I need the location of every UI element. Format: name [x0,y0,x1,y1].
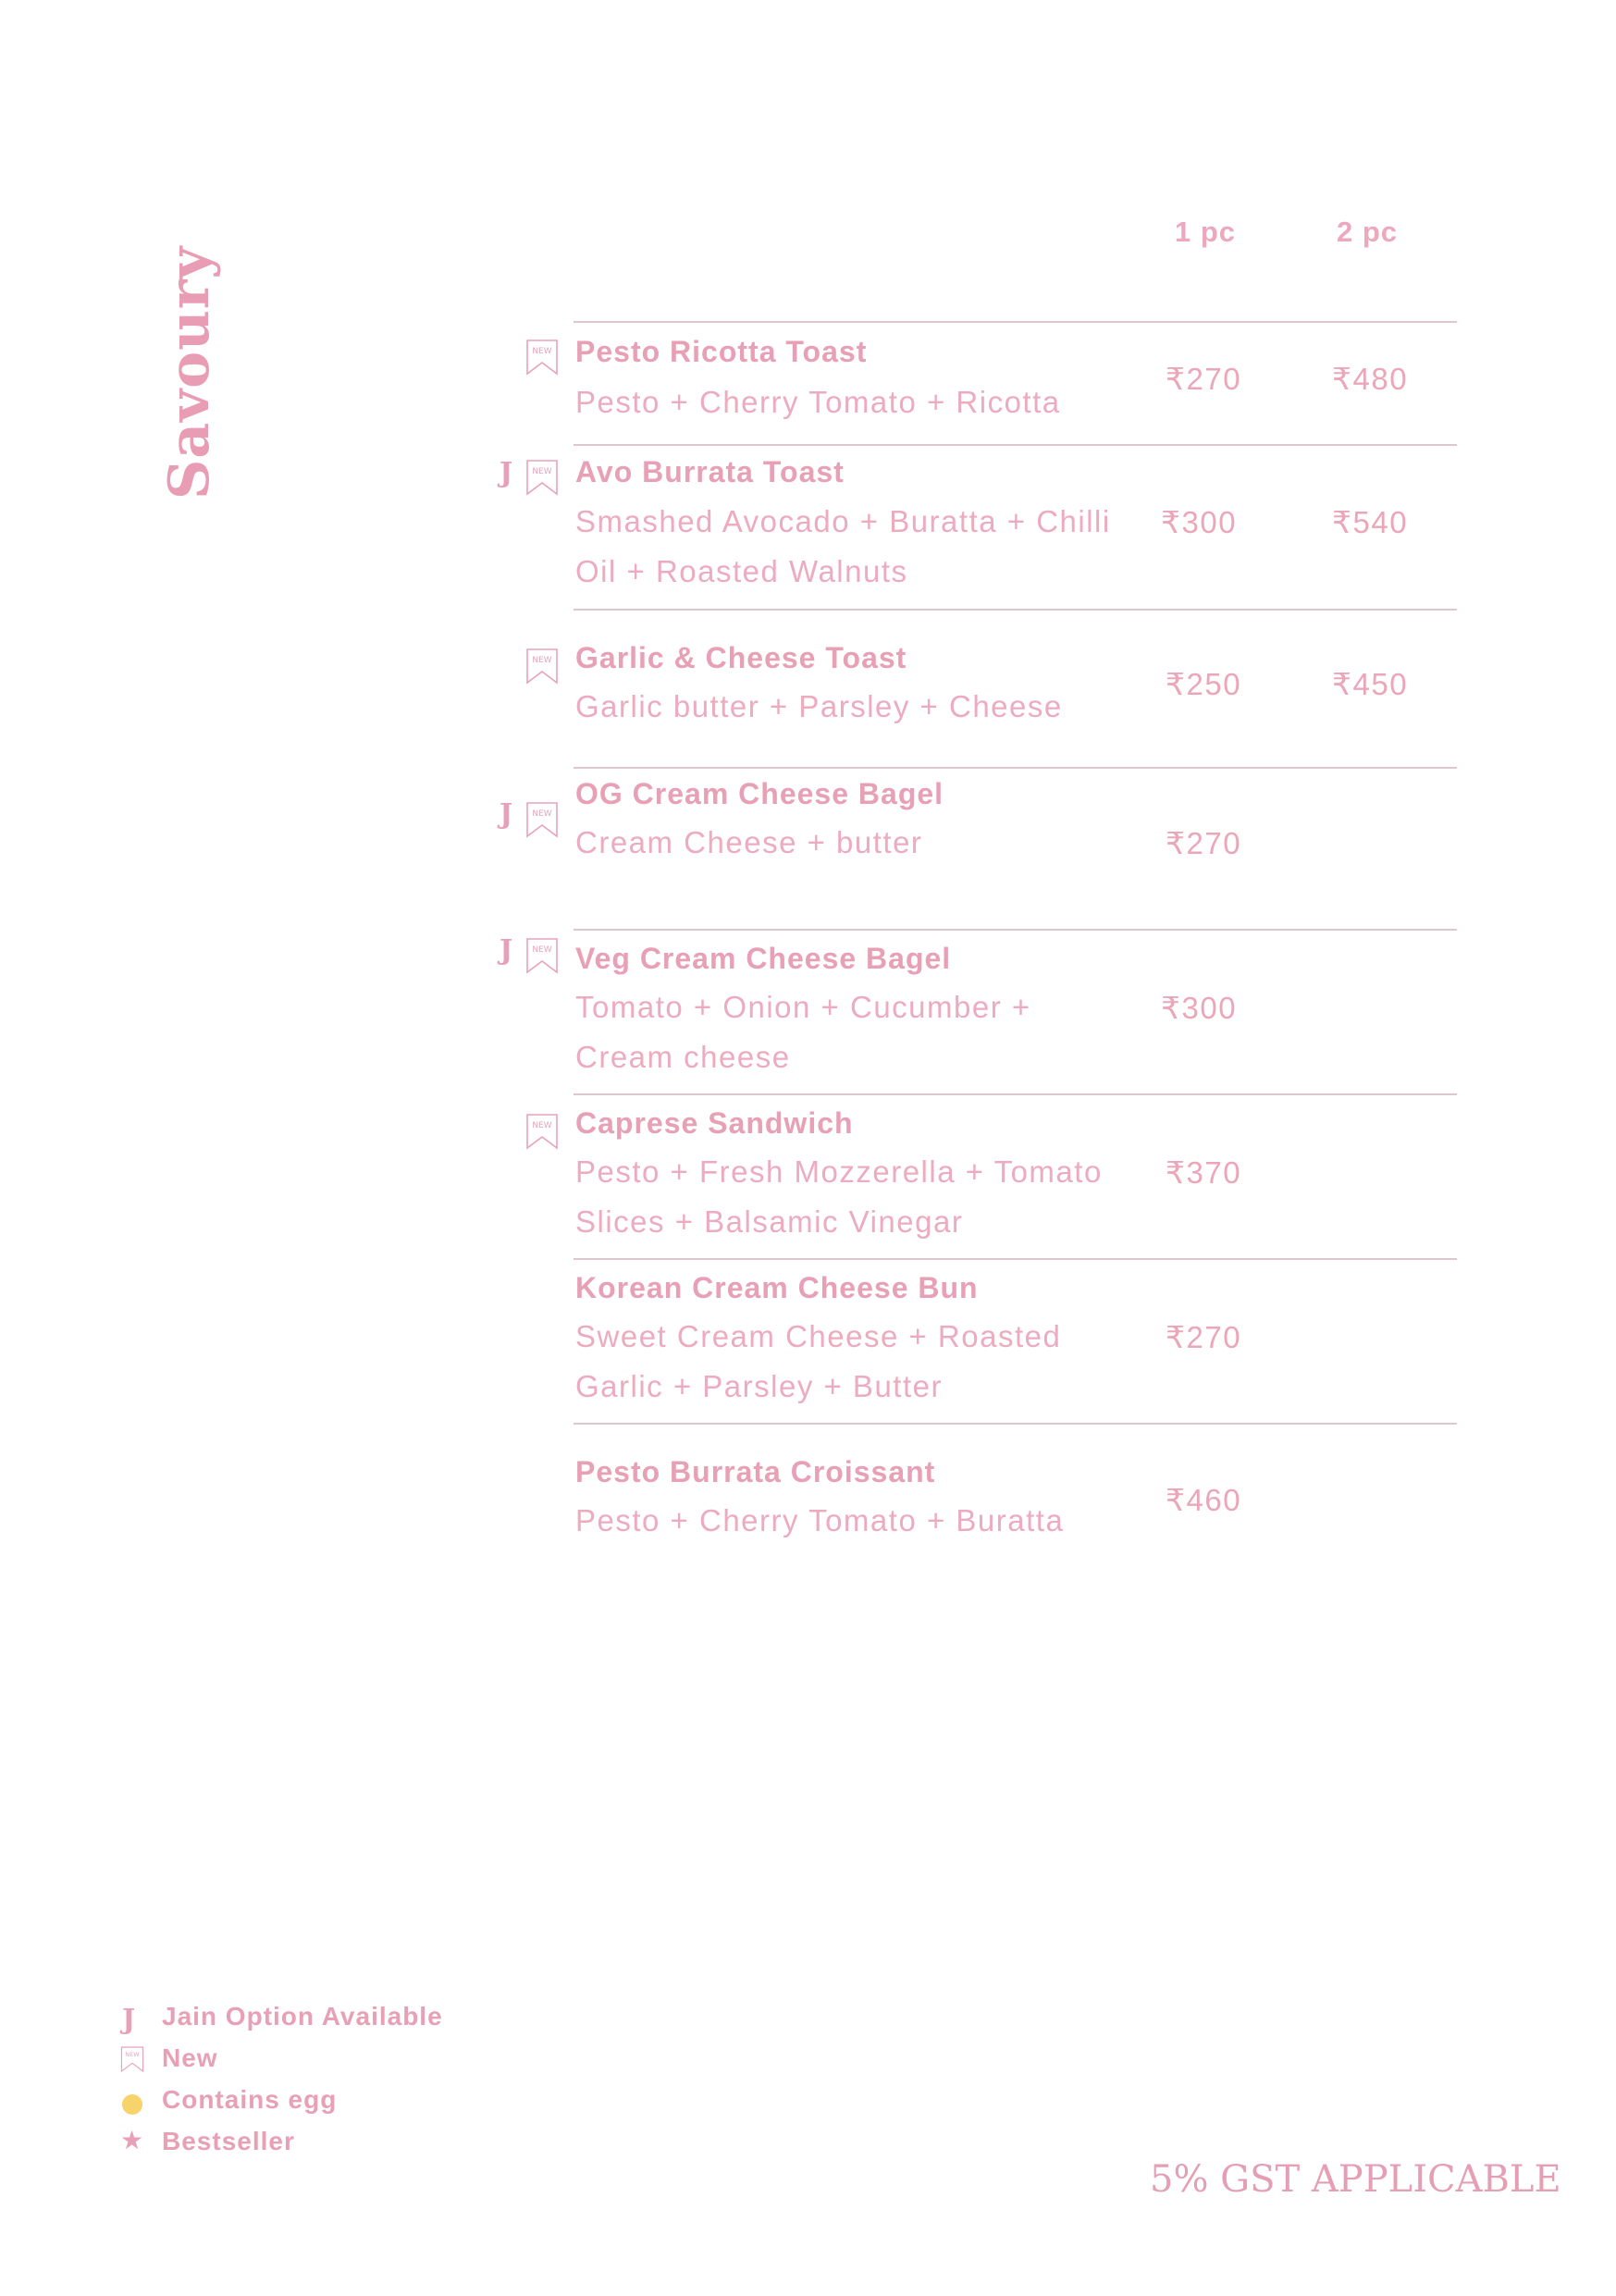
item-description: Cream Cheese + butter [575,825,923,859]
new-ribbon-icon [525,459,559,496]
svg-text:NEW: NEW [532,809,552,819]
svg-text:NEW: NEW [532,467,552,476]
item-description: Tomato + Onion + Cucumber + [575,990,1031,1024]
item-description: Sweet Cream Cheese + Roasted [575,1319,1062,1353]
divider [574,1258,1457,1260]
item-description: Oil + Roasted Walnuts [575,554,908,588]
item-price-1pc: ₹270 [1166,362,1242,396]
svg-text:NEW: NEW [532,656,552,665]
gst-note: 5% GST APPLICABLE [1150,2158,1561,2201]
item-name: Garlic & Cheese Toast [575,641,907,674]
item-description: Garlic butter + Parsley + Cheese [575,689,1063,723]
item-price-1pc: ₹270 [1166,1320,1242,1354]
svg-text:NEW: NEW [125,2051,140,2059]
divider [574,444,1457,446]
jain-icon: J [500,457,513,489]
jain-icon: J [122,2004,136,2036]
item-description: Slices + Balsamic Vinegar [575,1204,964,1239]
new-ribbon-icon [525,937,559,974]
divider [574,1423,1457,1425]
legend-label: Bestseller [162,2127,295,2155]
item-price-1pc: ₹300 [1161,991,1238,1025]
new-ribbon-icon [525,1113,559,1150]
jain-icon: J [500,934,513,967]
item-description: Pesto + Fresh Mozzerella + Tomato [575,1154,1103,1189]
item-description: Cream cheese [575,1040,791,1074]
new-ribbon-icon [525,339,559,376]
item-price-2pc: ₹540 [1332,505,1409,539]
item-name: Pesto Ricotta Toast [575,335,868,368]
divider [574,767,1457,769]
svg-text:NEW: NEW [532,1121,552,1130]
new-ribbon-icon [525,648,559,685]
item-name: Caprese Sandwich [575,1106,854,1140]
item-description: Pesto + Cherry Tomato + Buratta [575,1503,1065,1537]
item-name: Avo Burrata Toast [575,455,845,488]
new-ribbon-icon [525,801,559,838]
svg-text:NEW: NEW [532,347,552,356]
svg-text:NEW: NEW [532,945,552,955]
star-icon: ★ [120,2125,144,2155]
item-price-1pc: ₹370 [1166,1155,1242,1190]
section-title: Savoury [157,245,222,500]
item-description: Garlic + Parsley + Butter [575,1369,943,1403]
legend-label: New [162,2043,218,2072]
item-price-1pc: ₹300 [1161,505,1238,539]
divider [574,1093,1457,1095]
new-ribbon-icon [120,2045,144,2073]
jain-icon: J [500,798,513,831]
item-name: Korean Cream Cheese Bun [575,1271,979,1304]
item-price-2pc: ₹480 [1332,362,1409,396]
item-name: Veg Cream Cheese Bagel [575,942,952,975]
divider [574,609,1457,611]
item-description: Pesto + Cherry Tomato + Ricotta [575,385,1061,419]
item-price-1pc: ₹270 [1166,826,1242,860]
column-header-2pc: 2 pc [1337,216,1399,248]
legend-label: Jain Option Available [162,2002,443,2031]
legend-label: Contains egg [162,2085,338,2114]
item-name: Pesto Burrata Croissant [575,1455,936,1488]
column-header-1pc: 1 pc [1175,216,1237,248]
divider [574,321,1457,323]
divider [574,929,1457,931]
yellow-dot-icon [122,2094,142,2115]
item-price-1pc: ₹250 [1166,667,1242,701]
item-price-2pc: ₹450 [1332,667,1409,701]
item-price-1pc: ₹460 [1166,1483,1242,1517]
item-description: Smashed Avocado + Buratta + Chilli [575,504,1111,538]
item-name: OG Cream Cheese Bagel [575,777,944,810]
